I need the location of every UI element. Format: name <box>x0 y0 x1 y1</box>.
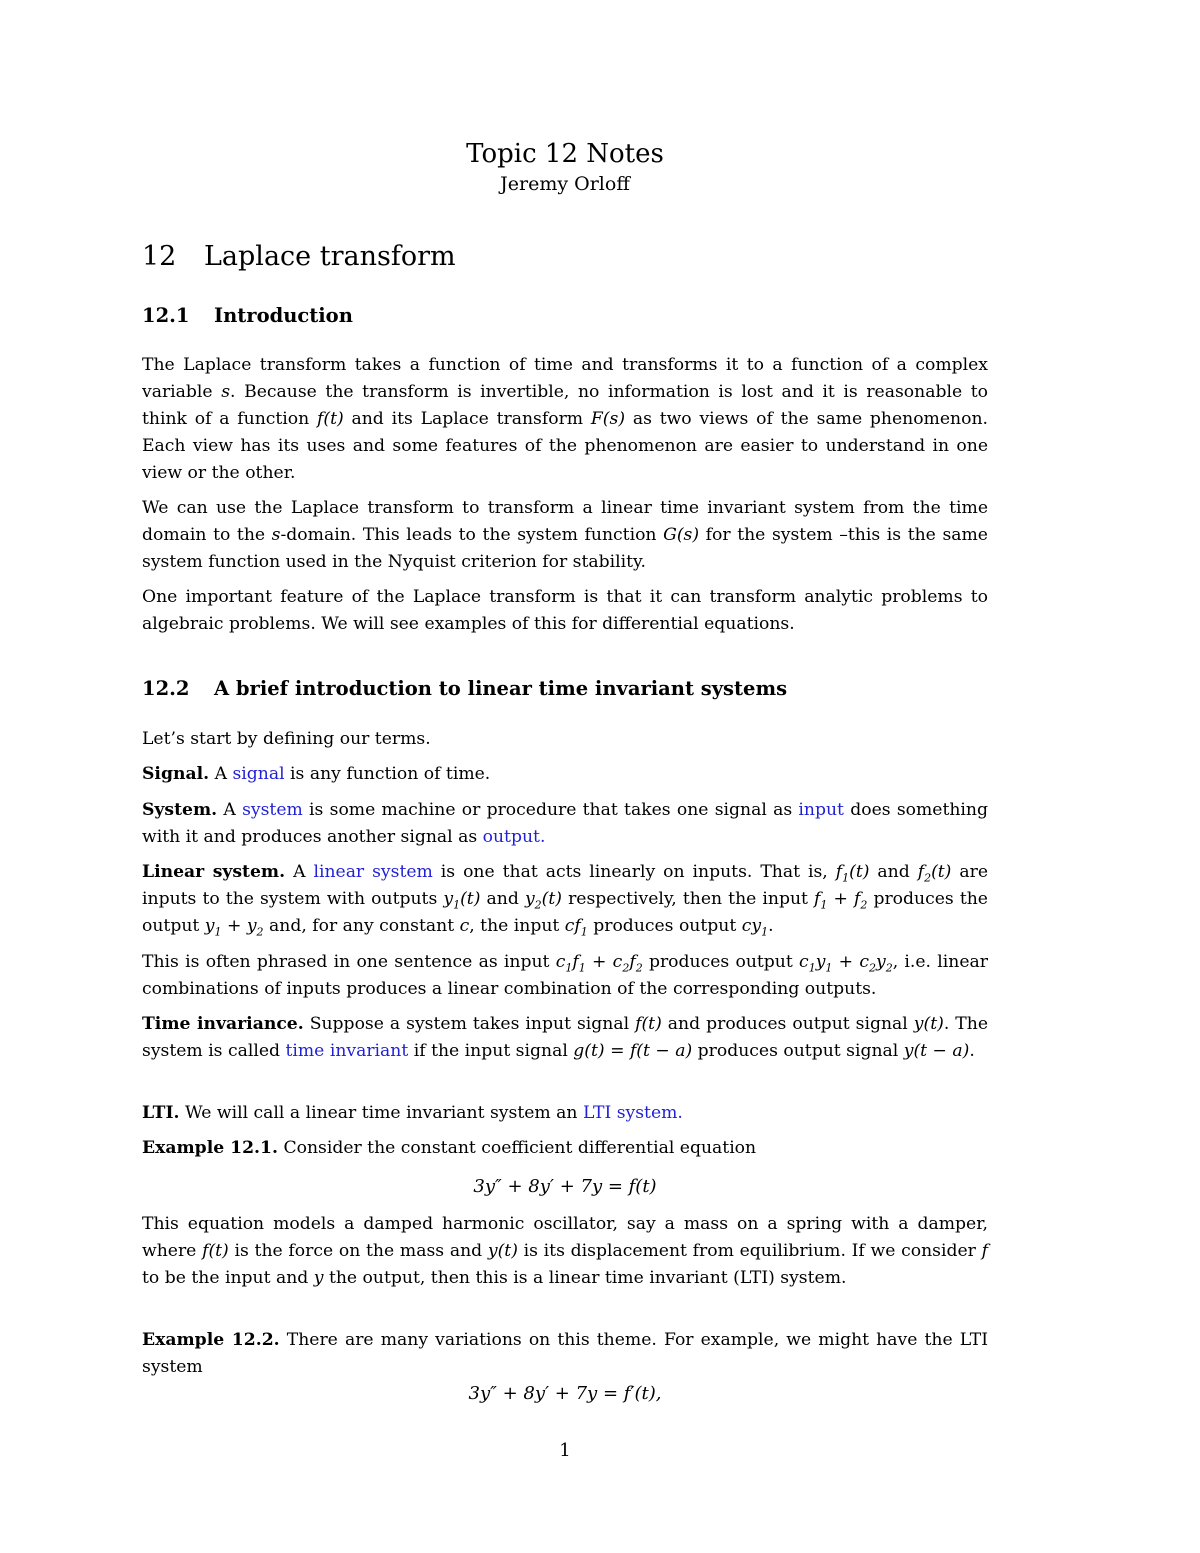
signal-definition <box>142 761 988 788</box>
lti-system-link[interactable]: LTI system. <box>582 1103 683 1123</box>
math-cf1: $cf_1$ <box>564 916 588 939</box>
text: This equation models a damped harmonic oscillator, say a mass on a spring with a damper, where <box>142 1214 988 1261</box>
text: A <box>285 862 314 882</box>
example-12-2 <box>142 1327 988 1381</box>
text: as two views of the same phenomenon. Each view has its uses and some features of the phenomenon are easier to understand in one view or the other. <box>142 409 988 483</box>
text: , the input <box>469 916 565 936</box>
text: . The system is called <box>142 1014 988 1061</box>
text: . <box>969 1041 975 1061</box>
text: A <box>209 764 233 784</box>
math-c1f1-plus-c2f2: $c_1f_1 + c_2f_2$ <box>555 952 643 975</box>
text: respectively, then the input <box>561 889 815 909</box>
text: . <box>768 916 774 936</box>
text: Consider the constant coefficient differential equation <box>277 1138 757 1158</box>
text: is the force on the mass and <box>228 1241 488 1261</box>
math-Gs: G(s) <box>663 525 700 545</box>
text: are inputs to the system with outputs <box>142 862 988 909</box>
document-title: Topic 12 Notes <box>466 139 664 169</box>
text: We can use the Laplace transform to transform a linear time invariant system from the time domain to the <box>142 498 988 545</box>
text: to be the input and <box>142 1268 314 1288</box>
subsection-heading-intro <box>142 303 353 329</box>
math-y-shifted: y(t − a) <box>903 1041 970 1061</box>
text: is one that acts linearly on inputs. That is, <box>432 862 836 882</box>
subsection-number: 12.1 <box>142 304 190 327</box>
definition-label: Signal. <box>142 764 210 784</box>
text: . Because the transform is invertible, no information is lost and it is reasonable to think of a function <box>142 382 988 429</box>
page-number: 1 <box>559 1440 571 1461</box>
math-f1-plus-f2: $f_1 + f_2$ <box>814 889 868 912</box>
text: We will call a linear time invariant system an <box>179 1103 583 1123</box>
math-cy1: $cy_1$ <box>741 916 769 939</box>
text: produces output signal <box>692 1041 904 1061</box>
linear-system-definition <box>142 859 988 940</box>
math-c: c <box>459 916 470 936</box>
system-definition <box>142 797 988 851</box>
text: and, for any constant <box>263 916 460 936</box>
input-link[interactable]: input <box>798 800 844 820</box>
text: and <box>480 889 525 909</box>
example-12-1-explanation <box>142 1211 988 1292</box>
section-title: Laplace transform <box>204 241 456 272</box>
math-yt: y(t) <box>487 1241 518 1261</box>
example-label: Example 12.1. <box>142 1138 278 1158</box>
linear-system-link[interactable]: linear system <box>313 862 433 882</box>
intro-paragraph-3: One important feature of the Laplace transform is that it can transform analytic problems to algebraic problems. We will see examples of this for differential equations. <box>142 587 988 634</box>
section-number: 12 <box>142 241 177 272</box>
equation-2: 3y″ + 8y′ + 7y = f′(t), <box>468 1383 662 1404</box>
time-invariant-link[interactable]: time invariant <box>285 1041 409 1061</box>
equation-1: 3y″ + 8y′ + 7y = f(t) <box>473 1176 657 1197</box>
text: produces output <box>587 916 742 936</box>
text: and produces output signal <box>661 1014 914 1034</box>
text: There are many variations on this theme. For example, we might have the LTI system <box>142 1330 989 1377</box>
definition-label: System. <box>142 800 218 820</box>
math-ft: f(t) <box>635 1014 662 1034</box>
definition-label: LTI. <box>142 1103 180 1123</box>
definition-label: Linear system. <box>142 862 286 882</box>
subsection-heading-lti <box>142 676 787 702</box>
math-c1y1-plus-c2y2: $c_1y_1 + c_2y_2$ <box>799 952 893 975</box>
math-f: f <box>981 1241 988 1261</box>
text: This is often phrased in one sentence as input <box>142 952 556 972</box>
subsection-number: 12.2 <box>142 677 190 700</box>
system-link[interactable]: system <box>242 800 303 820</box>
text: , i.e. linear combinations of inputs produces a linear combination of the corresponding outputs. <box>142 952 988 999</box>
math-y1-plus-y2: $y_1 + y_2$ <box>204 916 264 939</box>
math-ft: f(t) <box>202 1241 229 1261</box>
section-heading <box>142 241 456 273</box>
text: if the input signal <box>408 1041 574 1061</box>
text: is any function of time. <box>284 764 491 784</box>
text: for the system –this is the same system function used in the Nyquist criterion for stability. <box>142 525 988 572</box>
lti-intro: Let’s start by defining our terms. <box>142 729 431 749</box>
text: produces the output <box>142 889 988 936</box>
text: A <box>217 800 243 820</box>
example-12-1 <box>142 1135 988 1162</box>
math-f1t: $f_1(t)$ <box>835 862 870 885</box>
time-invariance-definition <box>142 1011 988 1065</box>
example-label: Example 12.2. <box>142 1330 280 1350</box>
signal-link[interactable]: signal <box>232 764 285 784</box>
text: the output, then this is a linear time invariant (LTI) system. <box>323 1268 847 1288</box>
intro-paragraph-2 <box>142 495 988 576</box>
output-link[interactable]: output. <box>482 827 546 847</box>
lti-definition <box>142 1100 988 1127</box>
math-f2t: $f_2(t)$ <box>917 862 952 885</box>
math-s: s <box>221 382 231 402</box>
math-y1t: $y_1(t)$ <box>443 889 481 912</box>
document-author: Jeremy Orloff <box>500 173 630 195</box>
math-ft: f(t) <box>317 409 344 429</box>
definition-label: Time invariance. <box>142 1014 304 1034</box>
linear-combination-paragraph <box>142 949 988 1003</box>
math-s: s <box>271 525 281 545</box>
text: does something with it and produces another signal as <box>142 800 989 847</box>
text: produces output <box>642 952 800 972</box>
text: -domain. This leads to the system function <box>280 525 664 545</box>
text: and <box>869 862 918 882</box>
math-y: y <box>313 1268 324 1288</box>
subsection-title: Introduction <box>214 304 353 327</box>
subsection-title: A brief introduction to linear time invariant systems <box>214 677 788 700</box>
text: is its displacement from equilibrium. If we consider <box>517 1241 982 1261</box>
math-Fs: F(s) <box>590 409 626 429</box>
title-block <box>142 138 988 196</box>
text: and its Laplace transform <box>343 409 591 429</box>
text: Suppose a system takes input signal <box>303 1014 636 1034</box>
text: The Laplace transform takes a function of time and transforms it to a function of a complex variable <box>142 355 988 402</box>
math-y2t: $y_2(t)$ <box>524 889 562 912</box>
math-gt-equation: g(t) = f(t − a) <box>573 1041 693 1061</box>
math-yt: y(t) <box>913 1014 944 1034</box>
intro-paragraph-1 <box>142 352 988 487</box>
text: is some machine or procedure that takes one signal as <box>302 800 799 820</box>
